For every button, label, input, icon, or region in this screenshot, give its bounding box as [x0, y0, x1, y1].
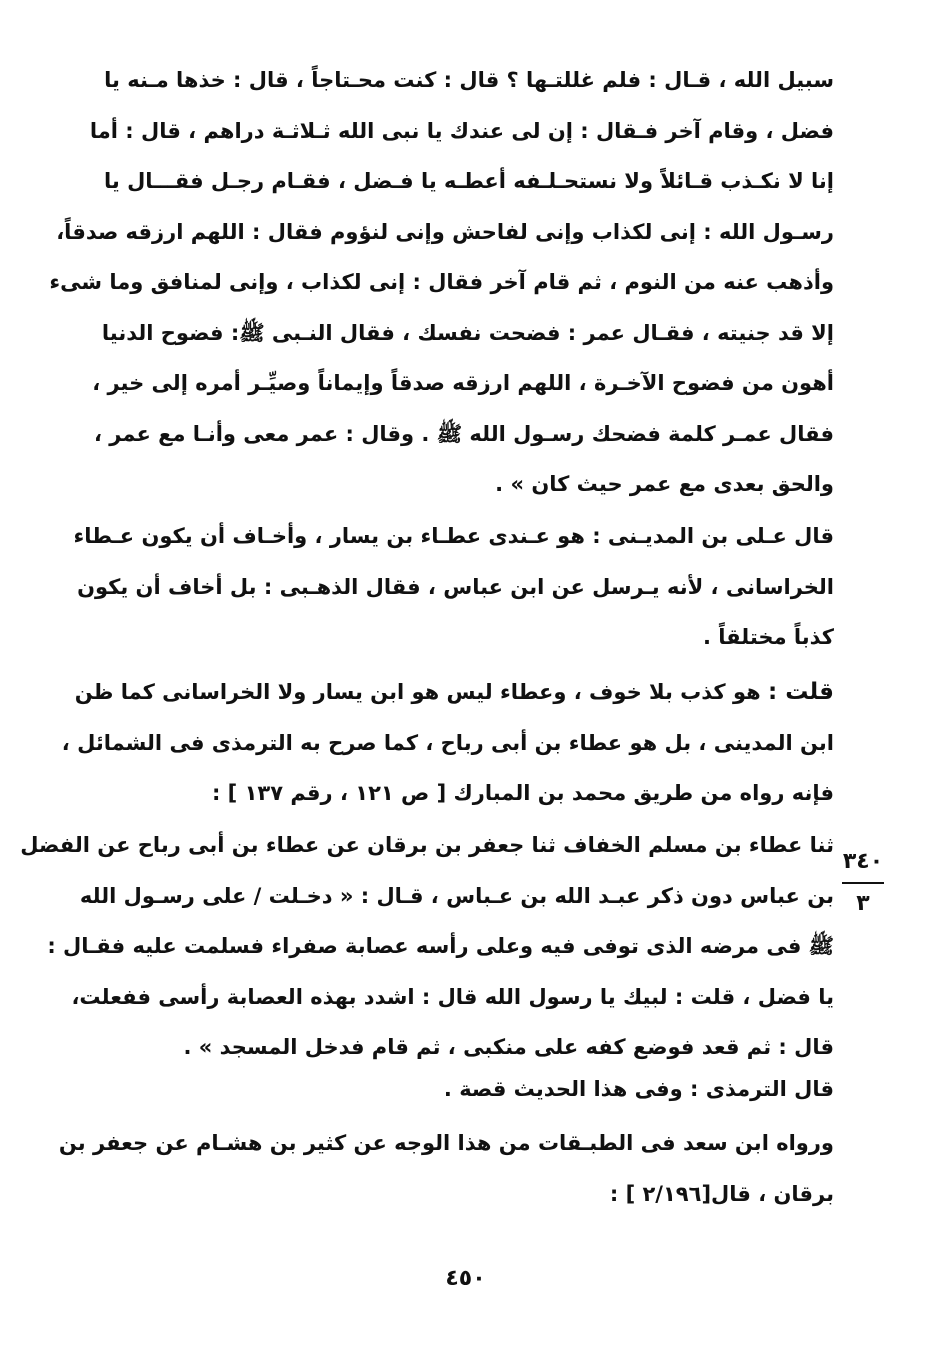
text-line: كذباً مختلقاً . [703, 625, 834, 649]
margin-reference-divider [842, 882, 884, 884]
text-line: الخراسانى ، لأنه يـرسل عن ابن عباس ، فقال الذهـبى : بل أخاف أن يكون [77, 574, 834, 599]
text-line: قال الترمذى : وفى هذا الحديث قصة . [443, 1077, 834, 1101]
text-line-content: هو كذب بلا خوف ، وعطاء ليس هو ابن يسار ولا الخراسانى كما ظن [74, 680, 761, 704]
text-line: سبيل الله ، قـال : فلم غللتـها ؟ قال : كنت محـتاجاً ، قال : خذها مـنه يا [104, 68, 834, 92]
paragraph-3 [61, 667, 834, 819]
paragraph-4 [20, 820, 834, 1073]
text-line [74, 667, 834, 718]
text-line: قال عـلى بن المديـنى : هو عـندى عطـاء بن يسار ، وأخـاف أن يكون عـطاء [73, 524, 834, 548]
text-line: بن عباس دون ذكر عبـد الله بن عـباس ، قـال : « دخـلت / على رسـول الله [79, 883, 834, 908]
text-line: وأذهب عنه من النوم ، ثم قام آخر فقال : إنى لكذاب ، وإنى لمنافق وما شىء [49, 270, 834, 294]
text-line: ثنا عطاء بن مسلم الخفاف ثنا جعفر بن برقان عن عطاء بن أبى رباح عن الفضل [20, 833, 834, 857]
text-line: إنا لا نكـذب قـائلاً ولا نستحـلـفه أعطـه يا فـضل ، فقـام رجـل فقـــال يا [104, 169, 834, 193]
text-line: ابن المدينى ، بل هو عطاء بن أبى رباح ، كما صرح به الترمذى فى الشمائل ، [61, 730, 834, 755]
paragraph-lead: قلت : [767, 679, 834, 705]
text-line: أهون من فضوح الآخـرة ، اللهم ارزقه صدقاً وإيماناً وصيِّـر أمره إلى خير ، [92, 371, 834, 395]
margin-reference-top: ٣٤٠ [842, 849, 884, 874]
text-line: برقان ، قال[٢/١٩٦ ] : [609, 1181, 834, 1206]
text-line: ﷺ فى مرضه الذى توفى فيه وعلى رأسه عصابة صفراء فسلمت عليه فقـال : [47, 934, 834, 958]
paragraph-2 [73, 511, 834, 663]
text-line: والحق بعدى مع عمر حيث كان » . [495, 472, 834, 496]
text-line: ورواه ابن سعد فى الطبـقات من هذا الوجه عن كثير بن هشـام عن جعفر بن [58, 1131, 834, 1155]
text-line: فضل ، وقام آخر فـقال : إن لى عندك يا نبى الله ثـلاثـة دراهم ، قال : أما [89, 118, 834, 143]
text-line: فإنه رواه من طريق محمد بن المبارك [ ص ١٢١ ، رقم ١٣٧ ] : [211, 781, 834, 805]
text-line: إلا قد جنيته ، فقـال عمر : فضحت نفسك ، فقال النـبى ﷺ: فضوح الدنيا [101, 320, 834, 345]
text-line: يا فضل ، قلت : لبيك يا رسول الله قال : اشدد بهذه العصابة رأسى ففعلت، [71, 984, 834, 1009]
paragraph-6 [58, 1118, 834, 1219]
margin-page-reference [838, 848, 888, 918]
paragraph-1 [49, 55, 834, 510]
text-line: رسـول الله : إنى لكذاب وإنى لفاحش وإنى لنؤوم فقال : اللهم ارزقه صدقاً، [56, 219, 834, 244]
paragraph-5 [122, 1064, 834, 1115]
text-line: قال : ثم قعد فوضع كفه على منكبى ، ثم قام فدخل المسجد » . [183, 1035, 834, 1059]
page-number: ٤٥٠ [445, 1266, 486, 1291]
margin-reference-bottom: ٣ [856, 890, 870, 916]
text-line: فقال عمـر كلمة فضحك رسـول الله ﷺ . وقال : عمر معى وأنـا مع عمر ، [94, 421, 834, 446]
